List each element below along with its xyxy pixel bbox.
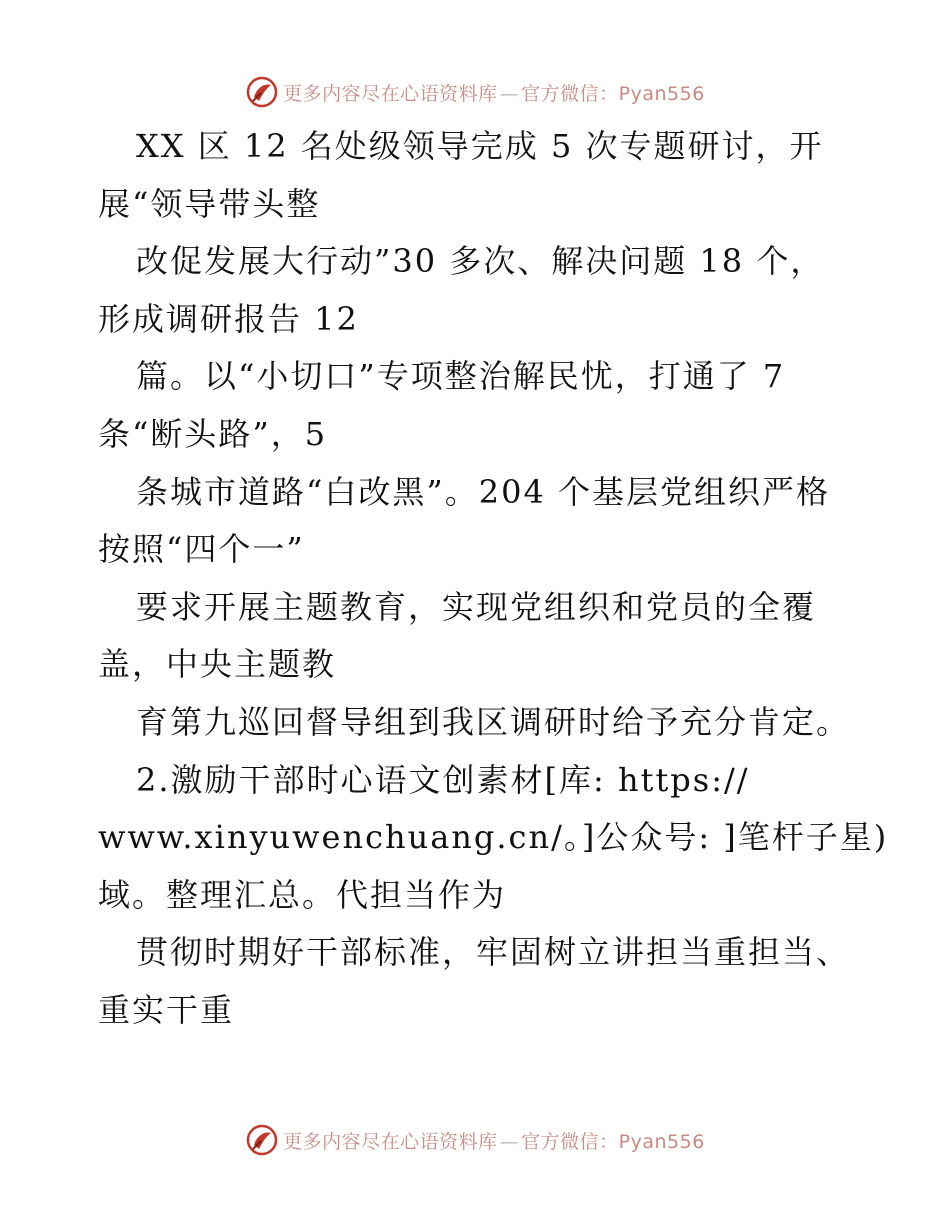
footer-watermark-banner: [0, 1118, 950, 1162]
body-line-2: 展“领导带头整: [98, 184, 321, 223]
body-line-8: 按照“四个一”: [98, 530, 305, 569]
body-line-9: 要求开展主题教育，实现党组织和党员的全覆: [136, 587, 817, 626]
body-line-7: 条城市道路“白改黑”。204 个基层党组织严格: [136, 472, 830, 511]
footer-banner-separator: —: [499, 1130, 520, 1153]
body-line-13: www.xinyuwenchuang.cn/。]公众号: ]笔杆子星): [98, 818, 889, 857]
header-banner-wechat: 官方微信：Pyan556: [521, 82, 705, 105]
body-line-6: 条“断头路”，5: [98, 414, 328, 453]
body-line-15: 贯彻时期好干部标准，牢固树立讲担当重担当、: [136, 933, 851, 972]
header-banner-text: [283, 79, 705, 106]
header-watermark-banner: [0, 70, 950, 114]
body-line-3: 改促发展大行动”30 多次、解决问题 18 个，: [136, 242, 825, 281]
body-line-1: XX 区 12 名处级领导完成 5 次专题研讨，开: [136, 127, 824, 165]
body-line-11: 育第九巡回督导组到我区调研时给予充分肯定。: [136, 702, 851, 741]
document-body: [98, 118, 889, 1040]
body-line-12: 2.激励干部时心语文创素材[库: https://: [136, 760, 750, 799]
footer-banner-wechat: 官方微信：Pyan556: [521, 1130, 705, 1153]
body-line-5: 篇。以“小切口”专项整治解民忧，打通了 7: [136, 357, 786, 396]
footer-banner-main: 更多内容尽在心语资料库: [283, 1130, 498, 1153]
brand-logo-icon: [245, 75, 279, 109]
body-line-10: 盖，中央主题教: [98, 645, 337, 684]
footer-banner-text: [283, 1127, 705, 1154]
body-line-16: 重实干重: [98, 990, 235, 1029]
body-line-4: 形成调研报告 12: [98, 299, 359, 338]
body-line-14: 域。整理汇总。代担当作为: [98, 875, 507, 914]
header-banner-separator: —: [499, 82, 520, 105]
brand-logo-icon: [245, 1123, 279, 1157]
header-banner-main: 更多内容尽在心语资料库: [283, 82, 498, 105]
